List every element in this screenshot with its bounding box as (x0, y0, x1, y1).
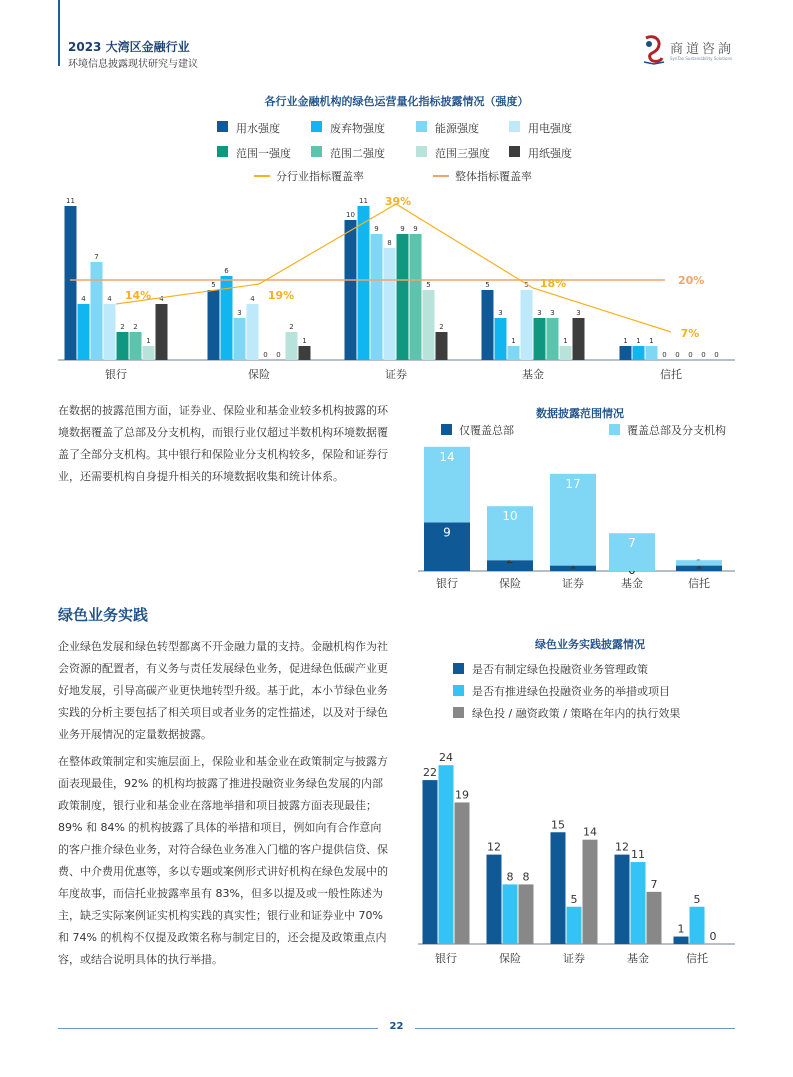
chart1-bar-value: 5 (524, 281, 529, 289)
chart3-bar-value: 11 (631, 848, 645, 862)
chart3-bar-value: 15 (551, 818, 565, 832)
chart1-bar-value: 0 (714, 351, 719, 359)
chart3-bar (690, 907, 705, 944)
chart3-bar (631, 862, 646, 944)
chart2-bar-value: 10 (502, 509, 518, 524)
chart1-bar-value: 0 (276, 351, 281, 359)
legend-label-scope2: 范围二强度 (330, 147, 385, 160)
chart1-category-label: 基金 (522, 368, 544, 381)
chart1-bar-value: 1 (623, 337, 628, 345)
chart1-bar-value: 2 (120, 323, 125, 331)
chart1-bar-value: 10 (346, 211, 355, 219)
chart3-bar-value: 8 (522, 870, 530, 884)
legend-label-scope3: 范围三强度 (435, 147, 490, 160)
report-title: 2023 大湾区金融行业 (68, 40, 190, 54)
chart2-category-label: 基金 (621, 577, 643, 590)
chart3-bar-value: 0 (709, 930, 717, 943)
chart1-overall-coverage-label: 20% (678, 274, 705, 287)
chart3-bar (423, 780, 438, 944)
chart1-category-label: 信托 (660, 368, 682, 381)
chart1-bar-value: 7 (94, 253, 99, 261)
chart1-bar-value: 4 (159, 295, 164, 303)
chart1-coverage-label: 39% (384, 195, 412, 208)
chart3-bar-value: 1 (677, 922, 685, 936)
chart2-category-label: 信托 (688, 577, 710, 590)
chart2-bar-value: 1 (695, 547, 703, 562)
chart3-bar (647, 892, 662, 944)
legend-label-effect: 绿色投 / 融资政策 / 策略在年内的执行效果 (472, 707, 681, 720)
chart2-bar-value: 14 (439, 449, 455, 464)
chart3-bar-value: 19 (455, 788, 469, 802)
chart1-coverage-label: 7% (680, 327, 700, 340)
chart3-bar (567, 907, 582, 944)
chart1-bar-value: 3 (550, 309, 555, 317)
legend-label-energy: 能源强度 (435, 122, 479, 135)
legend-label-industry-coverage: 分行业指标覆盖率 (276, 170, 364, 183)
chart1-bar-value: 5 (485, 281, 490, 289)
chart3-bar-value: 12 (487, 840, 501, 854)
chart1-bar-value: 2 (133, 323, 138, 331)
chart3-bar-value: 14 (583, 825, 597, 839)
chart3-bar (583, 840, 598, 944)
chart1-bar-value: 3 (576, 309, 581, 317)
chart2-title: 数据披露范围情况 (536, 407, 624, 420)
chart3-category-label: 保险 (499, 952, 521, 965)
paragraph-data-scope: 在数据的披露范围方面，证券业、保险业和基金业较多机构披露的环境数据覆盖了总部及分支机构，而银行业仅超过半数机构环境数据覆盖了全部分支机构。其中银行和保险业分支机构较多，保险和证券行业，还需要机构自身提升相关的环境数据收集和统计体系。 (58, 404, 388, 483)
chart1-category-label: 证券 (385, 368, 407, 381)
chart1-bar-value: 4 (250, 295, 255, 303)
chart1-category-label: 保险 (248, 368, 270, 381)
chart1-category-label: 银行 (105, 368, 127, 381)
chart3-bar-value: 5 (693, 892, 701, 906)
report-subtitle: 环境信息披露现状研究与建议 (68, 59, 198, 70)
legend-label-waste: 废弃物强度 (330, 122, 385, 135)
chart2-bar-value: 17 (565, 476, 581, 491)
logo-subtext: SynTao Sustainability Solutions (670, 56, 733, 61)
chart1-bar-value: 1 (302, 337, 307, 345)
chart1-bar-value: 1 (563, 337, 568, 345)
legend-label-hq-only: 仅覆盖总部 (459, 424, 514, 437)
chart1-bar-value: 4 (81, 295, 86, 303)
chart1-bar-value: 9 (400, 225, 405, 233)
chart1-coverage-label: 19% (267, 289, 295, 302)
legend-label-electricity: 用电强度 (528, 122, 572, 135)
chart1-bar-value: 0 (701, 351, 706, 359)
chart3-category-label: 证券 (563, 952, 585, 965)
chart3-bar-value: 22 (423, 766, 437, 780)
chart1-coverage-label: 18% (539, 277, 567, 290)
chart2-category-label: 银行 (436, 577, 458, 590)
chart3-bar (455, 802, 470, 944)
chart3-bar (487, 855, 502, 944)
chart1-bar-value: 2 (289, 323, 294, 331)
chart1-coverage-label: 14% (124, 289, 152, 302)
chart3-bar-value: 24 (439, 751, 453, 765)
chart1-bar-value: 9 (413, 225, 418, 233)
chart2-category-label: 证券 (562, 577, 584, 590)
chart1-bar-value: 9 (374, 225, 379, 233)
chart3-bar-value: 5 (570, 892, 578, 906)
chart1-bar-value: 2 (439, 323, 444, 331)
legend-label-overall-coverage: 整体指标覆盖率 (455, 170, 532, 183)
chart1-bar-value: 0 (662, 351, 667, 359)
chart1-bar-value: 1 (146, 337, 151, 345)
chart1-title: 各行业金融机构的绿色运营量化指标披露情况（强度） (264, 95, 529, 108)
legend-label-projects: 是否有推进绿色投融资业务的举措或项目 (472, 685, 670, 698)
chart1-bar-value: 11 (66, 197, 75, 205)
chart2-bar-value: 9 (443, 525, 451, 540)
chart1-bar-value: 3 (237, 309, 242, 317)
chart3-category-label: 信托 (686, 952, 708, 965)
logo-text: 商道咨詢 (670, 42, 735, 57)
chart1-bar-value: 1 (511, 337, 516, 345)
legend-label-hq-branches: 覆盖总部及分支机构 (627, 424, 726, 437)
chart3-bar-value: 7 (650, 877, 658, 891)
chart1-bar-value: 3 (537, 309, 542, 317)
chart1-bar-value: 3 (498, 309, 503, 317)
chart3-category-label: 银行 (435, 952, 457, 965)
chart1-bar-value: 11 (359, 197, 368, 205)
chart1-bar-value: 1 (649, 337, 654, 345)
chart3-bar (615, 855, 630, 944)
chart1-bar-value: 5 (426, 281, 431, 289)
chart2-category-label: 保险 (499, 577, 521, 590)
chart3-category-label: 基金 (627, 952, 649, 965)
footer-rule-left (58, 1028, 378, 1029)
chart3-bar (674, 937, 689, 944)
legend-label-water: 用水强度 (236, 122, 280, 135)
chart1-bar-value: 8 (387, 239, 392, 247)
chart3-bar-value: 12 (615, 840, 629, 854)
chart1-bar-value: 0 (675, 351, 680, 359)
chart1-bar-value: 6 (224, 267, 229, 275)
chart3-title: 绿色业务实践披露情况 (535, 638, 645, 651)
chart1-bar-value: 1 (636, 337, 641, 345)
chart1-bar-value: 5 (211, 281, 216, 289)
chart1-bar-value: 4 (107, 295, 112, 303)
chart3-bar (519, 884, 534, 944)
chart3-bar (503, 884, 518, 944)
section-title: 绿色业务实践 (58, 606, 149, 624)
legend-label-scope1: 范围一强度 (236, 147, 291, 160)
chart2-bar-value: 7 (628, 536, 636, 551)
chart1-bar-value: 0 (688, 351, 693, 359)
page-number: 22 (389, 1021, 404, 1032)
chart3-bar-value: 8 (506, 870, 514, 884)
chart3-bar (551, 832, 566, 944)
chart3-bar (439, 765, 454, 944)
legend-label-policy: 是否有制定绿色投融资业务管理政策 (472, 663, 648, 676)
legend-label-paper: 用纸强度 (528, 147, 572, 160)
chart1-bar-value: 0 (263, 351, 268, 359)
footer-rule-right (415, 1028, 735, 1029)
paragraph-green-business-intro: 企业绿色发展和绿色转型都离不开金融力量的支持。金融机构作为社会资源的配置者，有义务与责任发展绿色业务，促进绿色低碳产业更好地发展，引导高碳产业更快地转型升级。基于此，本小节绿色业务实践的分析主要包括了相关项目或者业务的定性描述，以及对于绿色业务开展情况的定量数据披露。 (58, 640, 388, 741)
paragraph-policy-analysis: 在整体政策制定和实施层面上，保险业和基金业在政策制定与披露方面表现最佳，92% 的机构均披露了推进投融资业务绿色发展的内部政策制度，银行业和基金业在落地举措和项目披露方面表现最佳；89% 和 84% 的机构披露了具体的举措和项目，例如向有合作意向的客户推介绿色业务，对符合绿色业务准入门槛的客户提供信贷、保费、中介费用优惠等，多以专题或案例形式讲好机构在绿色发展中的年度故事，而信托业披露率虽有 83%，但多以提及或一般性陈述为主，缺乏实际案例证实机构实践的真实性；银行业和证券业中 70% 和 74% 的机构不仅提及政策名称与制定目的，还会提及政策重点内容，或结合说明具体的执行举措。 (58, 755, 388, 966)
